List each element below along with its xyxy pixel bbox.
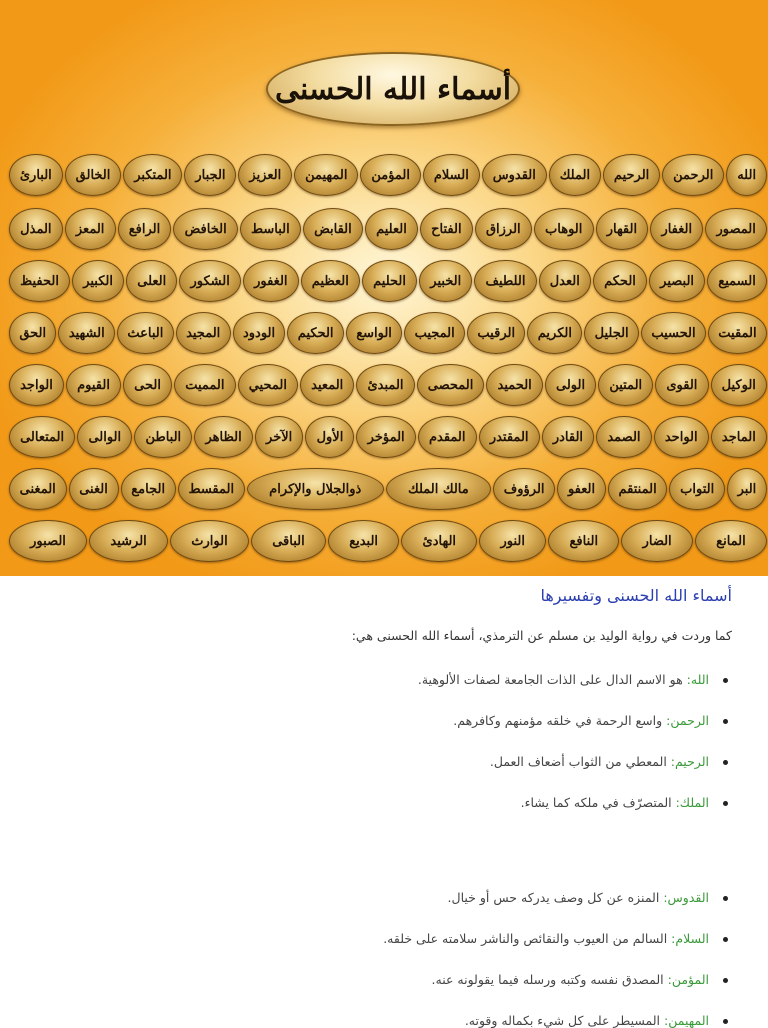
name-pill — [9, 312, 56, 354]
name-pill-label: الحميد — [497, 377, 532, 393]
name-pill — [179, 260, 241, 302]
name-pill-label: الباسط — [251, 221, 290, 237]
name-pill-label: المبدئ — [367, 377, 404, 393]
name-pill-label: الجليل — [594, 325, 629, 341]
name-pill-label: الرؤوف — [503, 481, 545, 497]
name-pill — [641, 312, 706, 354]
name-pill-label: الحى — [134, 377, 161, 393]
name-pill — [603, 154, 660, 196]
name-pill-label: المانع — [716, 533, 746, 549]
name-pill-label: المعز — [75, 221, 105, 237]
name-pill-label: المعيد — [311, 377, 344, 393]
name-pill-label: العظيم — [311, 273, 349, 289]
name-pill — [423, 154, 480, 196]
name-pill — [401, 520, 477, 562]
item-term-link[interactable]: المهيمن: — [664, 1013, 709, 1028]
bullet-icon — [723, 1019, 728, 1024]
name-pill-label: النافع — [569, 533, 599, 549]
name-pill-label: الضار — [642, 533, 672, 549]
name-pill-label: المغنى — [19, 481, 56, 497]
name-pill-label: القدوس — [492, 167, 536, 183]
name-pill — [545, 364, 596, 406]
name-pill-label: المجيد — [186, 325, 221, 341]
name-pill-label: الصبور — [30, 533, 66, 549]
name-pill — [474, 260, 536, 302]
names-row — [8, 152, 768, 198]
name-pill — [479, 520, 546, 562]
name-pill — [178, 468, 245, 510]
name-pill-label: الوهاب — [545, 221, 583, 237]
name-pill-label: المتين — [609, 377, 643, 393]
name-pill-label: الهادئ — [422, 533, 457, 549]
name-pill — [247, 468, 384, 510]
item-term-link[interactable]: الرحيم: — [670, 754, 709, 769]
bullet-icon — [723, 896, 728, 901]
item-text: واسع الرحمة في خلقه مؤمنهم وكافرهم. — [453, 713, 667, 728]
name-pill-label: المهيمن — [305, 167, 348, 183]
name-pill — [173, 208, 237, 250]
name-pill-label: الباطن — [145, 429, 182, 445]
name-pill — [134, 416, 192, 458]
name-pill — [596, 208, 649, 250]
name-pill — [360, 154, 421, 196]
name-pill — [727, 468, 767, 510]
item-term-link[interactable]: السلام: — [671, 931, 709, 946]
name-pill-label: الغفور — [254, 273, 288, 289]
names-row — [8, 362, 768, 408]
item-term-link[interactable]: الرحمن: — [666, 713, 709, 728]
name-pill — [365, 208, 418, 250]
name-pill — [174, 364, 236, 406]
name-pill — [584, 312, 639, 354]
name-pill — [486, 364, 542, 406]
name-pill-label: الودود — [242, 325, 276, 341]
name-pill — [711, 416, 767, 458]
name-pill — [303, 208, 363, 250]
name-pill-label: الخبير — [430, 273, 462, 289]
name-pill-label: الوالى — [88, 429, 122, 445]
list-item — [448, 890, 728, 905]
name-pill-label: الخالق — [75, 167, 111, 183]
name-pill-label: السميع — [718, 273, 756, 289]
name-pill-label: القوى — [666, 377, 698, 393]
name-pill — [649, 260, 705, 302]
name-pill — [596, 416, 652, 458]
name-pill — [669, 468, 724, 510]
bullet-icon — [723, 801, 728, 806]
name-pill — [176, 312, 231, 354]
name-pill — [534, 208, 594, 250]
item-term-link[interactable]: الله: — [686, 672, 709, 687]
item-text: السالم من العيوب والنقائص والناشر سلامته على خلقه. — [383, 931, 672, 946]
name-pill — [301, 260, 360, 302]
list-item — [432, 972, 728, 987]
name-pill-label: المقتدر — [489, 429, 529, 445]
name-pill — [65, 208, 116, 250]
name-pill — [72, 260, 124, 302]
name-pill-label: الرحيم — [613, 167, 650, 183]
name-pill-label: الوارث — [191, 533, 228, 549]
name-pill-label: المقدم — [428, 429, 466, 445]
name-pill — [66, 364, 121, 406]
name-pill-label: الرزاق — [485, 221, 521, 237]
name-pill — [9, 208, 63, 250]
name-pill-label: المذل — [20, 221, 52, 237]
name-pill — [58, 312, 115, 354]
name-pill — [9, 260, 70, 302]
name-pill — [404, 312, 465, 354]
name-pill-label: الرقيب — [477, 325, 516, 341]
name-pill — [123, 154, 182, 196]
banner-title-plaque — [266, 52, 520, 126]
name-pill-label: الغفار — [661, 221, 693, 237]
name-pill-label: الحليم — [373, 273, 406, 289]
name-pill — [9, 520, 87, 562]
name-pill-label: الملك — [559, 167, 591, 183]
item-text: المعطي من الثواب أضعاف العمل. — [489, 754, 671, 769]
name-pill — [170, 520, 249, 562]
name-pill-label: العزيز — [249, 167, 282, 183]
name-pill-label: الصمد — [607, 429, 641, 445]
name-pill-label: العدل — [549, 273, 580, 289]
name-pill-label: القادر — [552, 429, 584, 445]
name-pill — [707, 260, 767, 302]
name-pill-label: القهار — [606, 221, 638, 237]
name-pill-label: البر — [737, 481, 757, 497]
name-pill-label: المحيي — [248, 377, 287, 393]
name-pill — [549, 154, 601, 196]
name-pill — [194, 416, 253, 458]
name-pill — [548, 520, 619, 562]
name-pill — [126, 260, 177, 302]
name-pill-label: المنتقم — [618, 481, 657, 497]
name-pill — [482, 154, 547, 196]
name-pill-label: المتعالى — [20, 429, 65, 445]
name-pill — [650, 208, 703, 250]
name-pill — [300, 364, 354, 406]
name-pill — [65, 154, 122, 196]
name-pill — [475, 208, 532, 250]
item-text: المتصرّف في ملكه كما يشاء. — [520, 795, 676, 810]
name-pill — [69, 468, 119, 510]
name-pill — [9, 364, 64, 406]
item-text: المنزه عن كل وصف يدركه حس أو خيال. — [447, 890, 664, 905]
name-pill-label: البصير — [660, 273, 695, 289]
bullet-icon — [723, 760, 728, 765]
bullet-icon — [723, 719, 728, 724]
list-item — [490, 754, 728, 769]
name-pill-label: المقيت — [718, 325, 757, 341]
list-item — [418, 672, 728, 687]
name-pill — [328, 520, 399, 562]
name-pill-label: الرافع — [128, 221, 161, 237]
name-pill — [417, 364, 485, 406]
name-pill — [9, 416, 75, 458]
name-pill-label: المصور — [716, 221, 756, 237]
name-pill-label: الحكيم — [297, 325, 334, 341]
bullet-icon — [723, 978, 728, 983]
name-pill — [118, 208, 172, 250]
name-pill — [294, 154, 358, 196]
name-pill — [9, 468, 67, 510]
name-pill — [346, 312, 402, 354]
name-pill — [539, 260, 591, 302]
bullet-icon — [723, 678, 728, 683]
name-pill-label: القابض — [314, 221, 352, 237]
article-heading: أسماء الله الحسنى وتفسيرها — [540, 586, 732, 605]
name-pill-label: المميت — [185, 377, 225, 393]
name-pill-label: الواجد — [20, 377, 53, 393]
name-pill-label: الأول — [316, 429, 344, 445]
name-pill — [598, 364, 653, 406]
name-pill — [711, 364, 767, 406]
name-pill-label: الخافض — [184, 221, 227, 237]
name-pill — [255, 416, 304, 458]
name-pill-label: المؤخر — [367, 429, 405, 445]
name-pill-label: المتكبر — [134, 167, 172, 183]
name-pill — [305, 416, 354, 458]
name-pill — [608, 468, 668, 510]
name-pill — [593, 260, 647, 302]
names-row — [8, 414, 768, 460]
name-pill — [557, 468, 606, 510]
name-pill — [362, 260, 417, 302]
name-pill-label: ذوالجلال والإكرام — [269, 481, 362, 497]
name-pill-label: المؤمن — [371, 167, 411, 183]
name-pill-label: العفو — [567, 481, 596, 497]
name-pill — [356, 416, 415, 458]
bullet-icon — [723, 937, 728, 942]
item-text: المسيطر على كل شيء بكماله وقوته. — [464, 1013, 664, 1028]
name-pill — [662, 154, 724, 196]
name-pill — [386, 468, 491, 510]
name-pill — [418, 416, 477, 458]
name-pill-label: المجيب — [414, 325, 455, 341]
name-pill-label: العليم — [376, 221, 407, 237]
name-pill-label: الله — [737, 167, 757, 183]
name-pill — [240, 208, 301, 250]
name-pill — [251, 520, 326, 562]
name-pill-label: القيوم — [77, 377, 110, 393]
name-pill-label: الباقى — [272, 533, 305, 549]
banner-title: أسماء الله الحسنى — [274, 71, 512, 107]
list-item — [465, 1013, 728, 1028]
name-pill — [287, 312, 343, 354]
name-pill-label: الآخر — [266, 429, 293, 445]
names-row — [8, 206, 768, 252]
name-pill-label: المحصى — [427, 377, 474, 393]
list-item — [453, 713, 728, 728]
name-pill — [123, 364, 172, 406]
name-pill — [527, 312, 582, 354]
article — [0, 576, 768, 1028]
item-term-link[interactable]: المؤمن: — [667, 972, 709, 987]
name-pill-label: التواب — [680, 481, 715, 497]
name-pill-label: الحفيظ — [20, 273, 59, 289]
name-pill — [467, 312, 525, 354]
list-item — [383, 931, 728, 946]
name-pill — [9, 154, 63, 196]
item-text: هو الاسم الدال على الذات الجامعة لصفات الألوهية. — [417, 672, 687, 687]
list-item — [521, 795, 728, 810]
name-pill-label: الوكيل — [721, 377, 756, 393]
item-term-link[interactable]: الملك: — [675, 795, 709, 810]
name-pill — [77, 416, 132, 458]
name-pill — [243, 260, 299, 302]
name-pill-label: اللطيف — [485, 273, 526, 289]
name-pill-label: الواسع — [356, 325, 392, 341]
name-pill-label: الباعث — [127, 325, 164, 341]
name-pill — [420, 208, 473, 250]
name-pill — [654, 416, 709, 458]
item-term-link[interactable]: القدوس: — [663, 890, 709, 905]
name-pill-label: الظاهر — [205, 429, 242, 445]
name-pill-label: الجامع — [131, 481, 166, 497]
name-pill-label: المقسط — [188, 481, 235, 497]
name-pill-label: مالك الملك — [407, 481, 469, 497]
name-pill — [479, 416, 540, 458]
name-pill — [238, 154, 292, 196]
name-pill-label: الكبير — [83, 273, 113, 289]
name-pill-label: الفتاح — [431, 221, 462, 237]
name-pill-label: الواحد — [664, 429, 698, 445]
name-pill — [356, 364, 414, 406]
name-pill-label: الرشيد — [110, 533, 147, 549]
item-text: المصدق نفسه وكتبه ورسله فيما يقولونه عنه. — [431, 972, 668, 987]
name-pill — [708, 312, 767, 354]
name-pill — [621, 520, 693, 562]
name-pill — [542, 416, 595, 458]
name-pill-label: النور — [500, 533, 526, 549]
name-pill — [655, 364, 708, 406]
name-pill-label: الرحمن — [673, 167, 714, 183]
name-pill — [89, 520, 168, 562]
name-pill-label: البديع — [349, 533, 379, 549]
name-pill-label: الحكم — [604, 273, 636, 289]
name-pill-label: الشهيد — [68, 325, 105, 341]
name-pill-label: السلام — [433, 167, 469, 183]
name-pill — [117, 312, 174, 354]
name-pill-label: الشكور — [190, 273, 230, 289]
names-row — [8, 258, 768, 304]
name-pill — [238, 364, 298, 406]
names-row — [8, 466, 768, 512]
names-row — [8, 518, 768, 564]
name-pill — [233, 312, 286, 354]
name-pill-label: الجبار — [195, 167, 226, 183]
name-pill — [121, 468, 176, 510]
name-pill-label: العلى — [137, 273, 167, 289]
article-intro: كما وردت في رواية الوليد بن مسلم عن الترمذي، أسماء الله الحسنى هي: — [351, 628, 732, 643]
name-pill-label: البارئ — [19, 167, 52, 183]
name-pill — [726, 154, 767, 196]
name-pill — [705, 208, 767, 250]
name-pill — [184, 154, 236, 196]
name-pill-label: الكريم — [537, 325, 572, 341]
name-pill-label: الغنى — [79, 481, 108, 497]
name-pill-label: الماجد — [721, 429, 756, 445]
name-pill-label: الحق — [19, 325, 47, 341]
name-pill-label: الحسيب — [651, 325, 696, 341]
name-pill — [695, 520, 767, 562]
name-pill — [493, 468, 555, 510]
names-row — [8, 310, 768, 356]
name-pill-label: الولى — [556, 377, 586, 393]
name-pill — [419, 260, 472, 302]
